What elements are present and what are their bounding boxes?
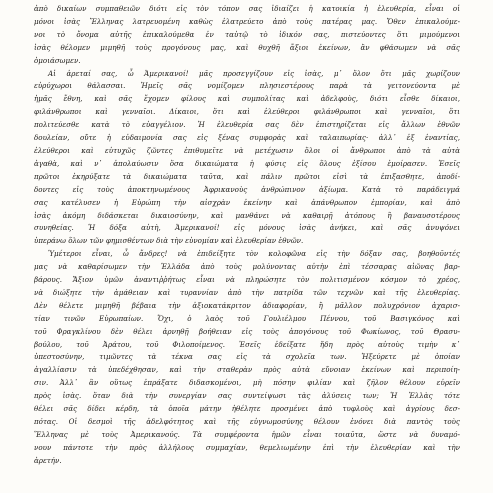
text-line: ἰσὰς ἀκόμη διδάσκεται δικαιοσύνην, καὶ μανθάνει νὰ καθαιρῇ ἀτόπους ἢ βαναυσοτέρους — [34, 210, 460, 220]
text-line: ἀγαλλίασιν τὰ ὑπεδέχθησαν, καὶ τὴν σταθερὰν πρὸς αὐτὰ εὔνοιαν ἐκείνων καὶ περιποίη- — [34, 365, 460, 375]
text-line: ἀρετήν. — [34, 455, 62, 465]
text-line: δοντες εἰς τοὺς ἀποκτηνωμένους Ἀφρικανοὺς ἀνθρώπινον ἀξίωμα. Κατὰ τὸ παράδειγμά — [34, 184, 460, 194]
text-line: ἀγαθὰ, καὶ ν᾽ ἀπολαύωσιν ὅσα δικαιώματα ἡ φύσις εἰς ὅλους ἐξίσου ἐμοίρασεν. Ἐσεῖς — [34, 158, 460, 168]
text-line: σας κατέλυσεν ἡ Εὐρώπη τὴν αἰσχρὰν ἐκείνην καὶ ἀπάνθρωπον ἐμπορίαν, καὶ ἀπὸ — [34, 197, 460, 207]
text-line: ὑπεράνω ὅλων τῶν φημισθέντων διὰ τὴν εὐνομίαν καὶ ἐλευθερίαν ἐθνῶν. — [34, 236, 304, 246]
text-line: δουλείαν, οὔτε ἡ εὐδαιμονία σας εἰς ξένας συμφορὰς καὶ ταλαιπωρίας· ἀλλ᾽ ἐξ ἐναντίας, — [34, 133, 460, 143]
text-line: νουν πάντοτε τὴν πρὸς ἀλλήλους συμμαχίαν, θεμελιωμένην ἐπὶ τὴν ἐλευθερίαν καὶ τὴν — [34, 442, 460, 452]
text-line: Ἕλληνας μὲ τοὺς Ἀμερικανούς. Τὰ συμφέροντα ἡμῶν εἶναι τοιαῦτα, ὥστε νὰ δυναμό- — [34, 429, 460, 439]
text-line: βούλου, τοῦ Ἀράτου, τοῦ Φιλοποίμενος. Ἐσεῖς ἐδείξατε ἤδη πρὸς αὐτοὺς τιμὴν κ᾽ — [34, 339, 460, 349]
text-line: πρὸς ἰσὰς. ὅταν διὰ τὴν συνεργίαν σας συντείψωσι τὰς ἁλύσεις των; Ἡ Ἑλλὰς τότε — [34, 391, 460, 401]
text-line: τίαν τινῶν Εὐρωπαίων. Ὄχι, ὁ λαὸς τοῦ Γουλιέλμου Πέννου, τοῦ Βασιγκόνος καὶ — [34, 313, 460, 323]
text-line: ὑπεστοσύνην, τιμῶντες τὰ τέκνα σας εἰς τὰ σχολεῖα των. Ἠξεύρετε μὲ ὁποίαν — [34, 352, 460, 362]
text-line: Δὲν θέλετε μιμηθῆ βέβαια τὴν ἀξιοκατάκριτον ἀδιαφορίαν, ἢ μᾶλλον πολυχρόνιον ἀχαρισ- — [34, 300, 460, 310]
text-line: μας νὰ καθαρίσωμεν τὴν Ἑλλάδα ἀπὸ τοὺς μολύνοντας αὐτὴν ἐπὶ τέσσαρας αἰῶνας βαρ- — [34, 262, 460, 272]
text-line: τοῦ Φραγκλίνου δὲν θέλει ἀρνηθῇ βοήθειαν εἰς τοὺς ἀπογόνους τοῦ Φωκίωνος, τοῦ Θρασυ- — [34, 326, 460, 336]
text-line: ἰσὰς θέλομεν μιμηθῆ τοὺς προγόνους μας, καὶ θυχθῆ ἄξιοι ἐκείνων, ἂν φθάσωμεν νὰ σᾶς — [34, 42, 460, 52]
text-line: νὰ διώξητε τὴν ἀμάθειαν καὶ τυραννίαν ἀπὸ τὴν πατρίδα τῶν τεχνῶν καὶ τῆς ἐλευθερίας. — [34, 287, 460, 297]
text-line: ἀπὸ δικαίων συμπαθειῶν διότι εἰς τὸν τόπον σας ἰδιαίζει ἡ κατοικία ἡ ἐλευθερία, εἶναι οἱ — [34, 4, 460, 13]
text-line: μόνοι ἰσὰς Ἕλληνας λατρευομένη καθὼς ἐλατρεύετο ἀπὸ τοὺς πατέρας μας. Ὅθεν ἐπικαλούμε- — [34, 16, 460, 26]
text-line: βάρους. Ἄξιον ὑμῶν ἀναντιῤῥήτως εἶναι νὰ πληρώσητε τὸν πολιτισμένον κόσμον τὸ χρέος, — [34, 275, 460, 285]
text-line: πρῶτοι ἐκηρύξατε τὰ δικαιώματα ταῦτα, καὶ πάλιν πρῶτοι εἰσὶ τὰ ἐπιξασθητε, ἀποδί- — [34, 171, 460, 181]
text-line: σιν. Ἀλλ᾽ ἂν οὕτως ἐπράξατε διδασκομένοι, μὴ πόσην φιλίαν καὶ ζῆλον θέλουν εὐρεῖν — [34, 378, 460, 388]
text-line: ὁμοιάσωμεν. — [34, 55, 81, 65]
text-line: συνηθείας. Ἡ δόξα αὐτὴ, Ἀμερικανοί! εἰς μόνους ἰσὰς ἀνήκει, καὶ σᾶς ἀνυψόνει — [34, 223, 460, 233]
document-text-block — [34, 3, 460, 468]
text-line: Αἱ ἀρεταί σας, ὦ Ἀμερικανοί! μᾶς προσεγγίζουν εἰς ἰσὰς, μ᾽ ὅλον ὅτι μᾶς χωρίζουν — [48, 68, 460, 78]
text-line: πολιτεύεσθε κατὰ τὸ εὐαγγέλιον. Ἡ ἐλευθερία σας δὲν ἐπιστηρίζεται εἰς ἄλλων ἐθνῶν — [34, 120, 460, 130]
text-line: θέλει σᾶς δίδει κέρδη, τὰ ὁποῖα μάτην ἠθέλητε προσμένει ἀπὸ τυφλοὺς καὶ ἀγρίους δεσ- — [34, 404, 460, 414]
text-line: εὐρύχωροι θάλασσαι. Ἡμεῖς σᾶς νομίζομεν πλησιεστέρους παρὰ τὰ γειτονεύοντα μὲ — [34, 81, 460, 91]
text-line: ἐλεύθεροι καὶ εὐτυχῶς ζῶντες ἐπιθυμεῖτε νὰ μετέχωσιν ὅλοι οἱ ἄνθρωποι ἀπὸ τὰ αὐτὰ — [34, 145, 460, 155]
text-line: νοι τὸ ὄνομα αὐτῆς ἐπικαλούμεθα ἐν ταὐτῷ τὸ ἰδικόν σας, πιστεύοντες ὅτι μιμούμενοι — [34, 29, 460, 39]
text-line: ἡμᾶς ἔθνη, καὶ σᾶς ἔχομεν φίλους καὶ συμπολίτας καὶ ἀδελφοὺς, διότι εἶσθε δίκαιοι, — [34, 94, 460, 104]
text-line: φιλάνθρωποι καὶ γενναῖοι. Δίκαιοι, ὅτι καὶ ἐλεύθεροι φιλάνθρωποι καὶ γενναῖοι, ὅτι — [34, 107, 460, 117]
text-line: Ὑμέτεροι εἶναι, ὦ ἄνδρες! νὰ ἐπιδείξητε τὸν κολοφῶνα εἰς τὴν δόξαν σας, βοηθοῦντές — [48, 249, 460, 259]
text-line: πότας. Οἱ δεσμοὶ τῆς ἀδελφότητος καὶ τῆς εὐγνωμοσύνης θέλουν ἑνόνει διὰ παντὸς τοὺς — [34, 417, 460, 426]
